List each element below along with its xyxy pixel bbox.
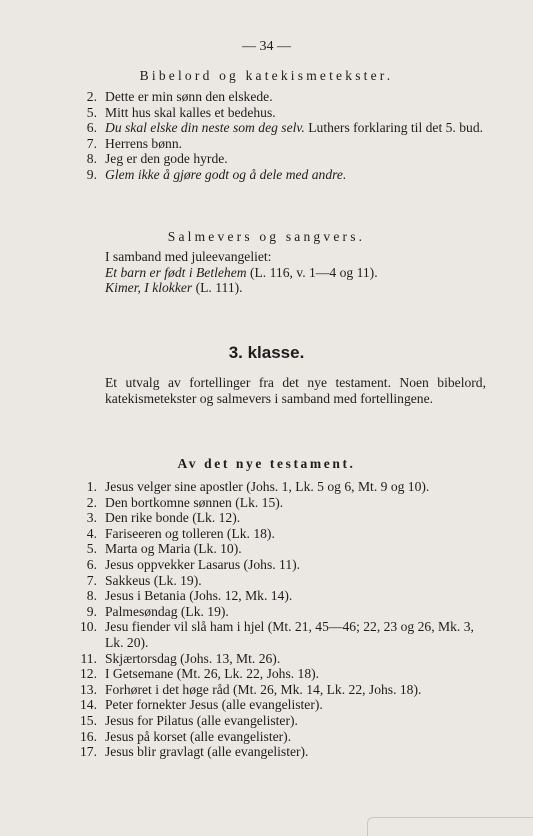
item-number: 14. (80, 697, 97, 713)
salmevers-block (105, 249, 485, 296)
item-text: Jesus blir gravlagt (alle evangelister). (105, 744, 309, 760)
item-text: Den bortkomne sønnen (Lk. 15). (105, 494, 284, 510)
item-text: I Getsemane (Mt. 26, Lk. 22, Johs. 18). (105, 666, 320, 682)
item-number: 13. (80, 681, 97, 697)
hymn-title: Kimer, I klokker (105, 280, 193, 296)
list-item (75, 588, 492, 604)
hymn-title: Et barn er født i Betlehem (105, 264, 247, 280)
item-text: Dette er min sønn den elskede. (105, 89, 273, 104)
item-number: 8. (86, 588, 97, 604)
item-number: 5. (86, 104, 97, 120)
item-number: 12. (80, 666, 97, 682)
salmevers-line (105, 265, 485, 281)
nye-testament-list (75, 479, 492, 760)
list-item (75, 557, 492, 573)
item-text: Peter fornekter Jesus (alle evangelister). (105, 697, 323, 713)
item-text: Jesus i Betania (Johs. 12, Mk. 14). (105, 588, 293, 604)
list-item (75, 151, 488, 167)
item-text: Mitt hus skal kalles et bedehus. (105, 104, 276, 120)
item-text-italic: Glem ikke å gjøre godt og å dele med andre. (105, 166, 347, 182)
item-text: Fariseeren og tolleren (Lk. 18). (105, 525, 275, 541)
item-number: 2. (86, 494, 97, 510)
item-text: Jesu fiender vil slå ham i hjel (Mt. 21, 45—46; 22, 23 og 26, Mk. 3, Lk. 20). (105, 619, 474, 650)
item-number: 5. (86, 541, 97, 557)
section-heading-salmevers: Salmevers og sangvers. (167, 229, 366, 244)
list-item (75, 682, 492, 698)
bibelord-list (75, 89, 488, 183)
list-item (75, 510, 492, 526)
item-number: 15. (80, 712, 97, 728)
list-item (75, 479, 492, 495)
item-number: 10. (80, 619, 97, 635)
item-text: Sakkeus (Lk. 19). (105, 572, 202, 588)
list-item (75, 744, 492, 760)
item-text: Jeg er den gode hyrde. (105, 151, 228, 167)
item-number: 4. (86, 525, 97, 541)
item-number: 8. (86, 151, 97, 167)
item-text: Forhøret i det høge råd (Mt. 26, Mk. 14, Lk. 22, Johs. 18). (105, 681, 422, 697)
list-item (75, 495, 492, 511)
item-text: Jesus velger sine apostler (Johs. 1, Lk. 5 og 6, Mt. 9 og 10). (105, 479, 430, 494)
page-corner-edge (367, 817, 533, 836)
item-number: 17. (80, 744, 97, 760)
section-heading-bibelord: Bibelord og katekismetekster. (139, 68, 394, 83)
item-number: 9. (86, 166, 97, 182)
list-item (75, 105, 488, 121)
item-number: 1. (86, 479, 97, 494)
class-title: 3. klasse. (228, 343, 305, 362)
item-number: 7. (86, 572, 97, 588)
item-text: Skjærtorsdag (Johs. 13, Mt. 26). (105, 650, 281, 666)
item-number: 3. (86, 510, 97, 526)
list-item (75, 729, 492, 745)
list-item (75, 697, 492, 713)
hymn-ref: (L. 116, v. 1—4 og 11). (246, 264, 378, 280)
hymn-ref: (L. 111). (192, 280, 243, 296)
item-number: 11. (80, 650, 97, 666)
item-text: Jesus på korset (alle evangelister). (105, 728, 292, 744)
item-text: Herrens bønn. (105, 135, 183, 151)
list-item (75, 136, 488, 152)
list-item (75, 573, 492, 589)
item-text: Den rike bonde (Lk. 12). (105, 510, 241, 526)
section-heading-nye-testament: Av det nye testament. (177, 456, 356, 471)
list-item (75, 713, 492, 729)
list-item (75, 619, 492, 650)
item-text: Marta og Maria (Lk. 10). (105, 541, 242, 557)
list-item (75, 651, 492, 667)
list-item (75, 526, 492, 542)
item-text: Luthers forklaring til det 5. bud. (304, 120, 484, 136)
item-number: 2. (86, 89, 97, 104)
list-item (75, 541, 492, 557)
salmevers-intro: I samband med juleevangeliet: (105, 249, 272, 264)
intro-paragraph: Et utvalg av fortellinger fra det nye testament. Noen bibelord, katekismetekster og salmevers i samband med fortellingene. (105, 375, 486, 407)
page-number: — 34 — (242, 39, 291, 54)
list-item (75, 167, 488, 183)
list-item (75, 89, 488, 105)
item-number: 7. (86, 135, 97, 151)
item-number: 16. (80, 728, 97, 744)
item-text: Palmesøndag (Lk. 19). (105, 603, 229, 619)
list-item (75, 120, 488, 136)
item-text-italic: Du skal elske din neste som deg selv. (105, 120, 305, 136)
salmevers-line (105, 280, 485, 296)
item-text: Jesus oppvekker Lasarus (Johs. 11). (105, 556, 301, 572)
list-item (75, 604, 492, 620)
item-number: 6. (86, 556, 97, 572)
item-number: 6. (86, 120, 97, 136)
item-number: 9. (86, 603, 97, 619)
list-item (75, 666, 492, 682)
item-text: Jesus for Pilatus (alle evangelister). (105, 712, 298, 728)
